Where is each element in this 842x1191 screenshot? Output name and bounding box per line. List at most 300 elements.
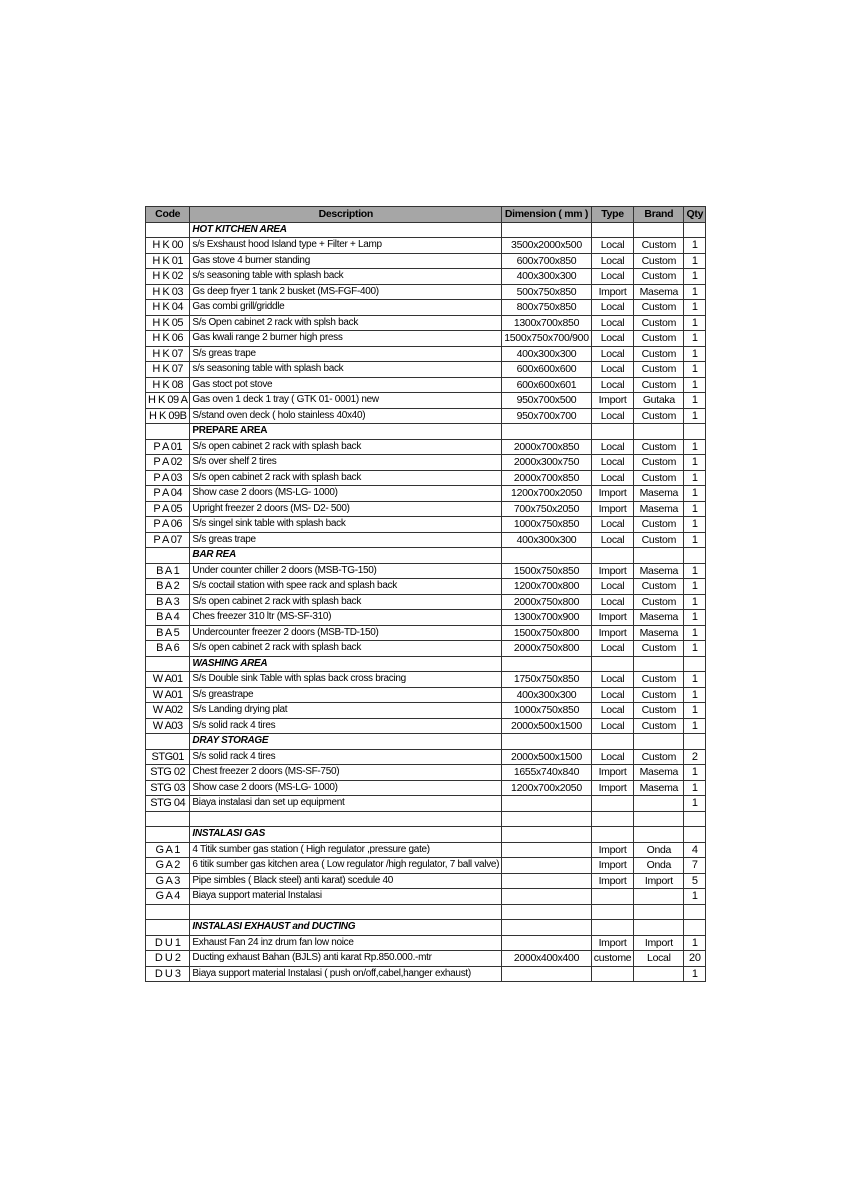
cell-qty: 1: [684, 253, 706, 269]
cell-dimension: 2000x400x400: [502, 951, 592, 967]
cell-brand: Custom: [634, 346, 684, 362]
cell-code: [146, 548, 190, 564]
table-row: [146, 625, 706, 641]
table-row: [146, 393, 706, 409]
cell-brand: Custom: [634, 253, 684, 269]
cell-code: D U 3: [146, 966, 190, 982]
cell-brand: [634, 827, 684, 843]
cell-description: BAR REA: [190, 548, 502, 564]
cell-qty: [684, 811, 706, 827]
cell-description: S/s open cabinet 2 rack with splash back: [190, 470, 502, 486]
cell-brand: [634, 548, 684, 564]
cell-type: Import: [591, 935, 634, 951]
cell-qty: 1: [684, 300, 706, 316]
cell-qty: 1: [684, 346, 706, 362]
table-row: [146, 346, 706, 362]
cell-code: [146, 811, 190, 827]
cell-qty: [684, 424, 706, 440]
cell-description: s/s seasoning table with splash back: [190, 362, 502, 378]
cell-description: Gas stoct pot stove: [190, 377, 502, 393]
cell-dimension: 1500x750x700/900: [502, 331, 592, 347]
cell-type: Local: [591, 718, 634, 734]
cell-dimension: 500x750x850: [502, 284, 592, 300]
cell-dimension: 400x300x300: [502, 532, 592, 548]
cell-brand: [634, 920, 684, 936]
cell-qty: 1: [684, 439, 706, 455]
cell-type: Local: [591, 331, 634, 347]
cell-dimension: 3500x2000x500: [502, 238, 592, 254]
cell-type: [591, 966, 634, 982]
cell-qty: 5: [684, 873, 706, 889]
cell-brand: Custom: [634, 362, 684, 378]
cell-qty: [684, 656, 706, 672]
cell-dimension: 1300x700x900: [502, 610, 592, 626]
cell-description: [190, 904, 502, 920]
cell-code: G A 2: [146, 858, 190, 874]
cell-qty: 1: [684, 966, 706, 982]
cell-description: Gas stove 4 burner standing: [190, 253, 502, 269]
cell-brand: Custom: [634, 269, 684, 285]
cell-brand: Gutaka: [634, 393, 684, 409]
cell-description: S/s Double sink Table with splas back cross bracing: [190, 672, 502, 688]
cell-type: Import: [591, 873, 634, 889]
table-row: [146, 873, 706, 889]
cell-brand: Custom: [634, 687, 684, 703]
table-body: [146, 222, 706, 982]
cell-code: G A 1: [146, 842, 190, 858]
table-row: [146, 532, 706, 548]
cell-type: [591, 811, 634, 827]
header-type: Type: [591, 207, 634, 223]
cell-code: B A 1: [146, 563, 190, 579]
table-row: [146, 300, 706, 316]
table-row: [146, 284, 706, 300]
cell-qty: 1: [684, 563, 706, 579]
header-dimension: Dimension ( mm ): [502, 207, 592, 223]
cell-type: [591, 904, 634, 920]
cell-description: S/s Open cabinet 2 rack with splsh back: [190, 315, 502, 331]
cell-description: S/stand oven deck ( holo stainless 40x40): [190, 408, 502, 424]
cell-code: [146, 222, 190, 238]
cell-description: S/s open cabinet 2 rack with splash back: [190, 641, 502, 657]
cell-description: 6 titik sumber gas kitchen area ( Low regulator /high regulator, 7 ball valve): [190, 858, 502, 874]
cell-code: [146, 656, 190, 672]
cell-description: s/s seasoning table with splash back: [190, 269, 502, 285]
cell-qty: 1: [684, 501, 706, 517]
cell-dimension: [502, 873, 592, 889]
cell-dimension: 1500x750x850: [502, 563, 592, 579]
cell-description: [190, 811, 502, 827]
cell-qty: 1: [684, 780, 706, 796]
cell-qty: 1: [684, 315, 706, 331]
cell-qty: 1: [684, 889, 706, 905]
cell-type: [591, 734, 634, 750]
cell-brand: [634, 222, 684, 238]
cell-code: STG 04: [146, 796, 190, 812]
cell-dimension: [502, 889, 592, 905]
cell-brand: [634, 656, 684, 672]
cell-brand: Custom: [634, 703, 684, 719]
cell-description: PREPARE AREA: [190, 424, 502, 440]
cell-type: custome: [591, 951, 634, 967]
cell-type: [591, 222, 634, 238]
cell-brand: [634, 424, 684, 440]
cell-code: B A 3: [146, 594, 190, 610]
table-row: [146, 594, 706, 610]
cell-code: H K 08: [146, 377, 190, 393]
cell-brand: Custom: [634, 408, 684, 424]
cell-type: Import: [591, 610, 634, 626]
table-row: [146, 269, 706, 285]
cell-type: Local: [591, 315, 634, 331]
cell-qty: 1: [684, 796, 706, 812]
cell-code: B A 5: [146, 625, 190, 641]
cell-brand: Masema: [634, 765, 684, 781]
cell-type: Import: [591, 501, 634, 517]
cell-description: Show case 2 doors (MS-LG- 1000): [190, 486, 502, 502]
cell-dimension: [502, 424, 592, 440]
cell-code: [146, 827, 190, 843]
cell-description: S/s greas trape: [190, 532, 502, 548]
cell-qty: 1: [684, 594, 706, 610]
cell-dimension: [502, 935, 592, 951]
cell-dimension: 600x600x600: [502, 362, 592, 378]
cell-qty: 1: [684, 672, 706, 688]
cell-type: Local: [591, 346, 634, 362]
cell-type: Import: [591, 393, 634, 409]
cell-description: HOT KITCHEN AREA: [190, 222, 502, 238]
cell-brand: Custom: [634, 594, 684, 610]
cell-code: STG 02: [146, 765, 190, 781]
cell-type: [591, 796, 634, 812]
cell-qty: 2: [684, 749, 706, 765]
table-row: [146, 889, 706, 905]
table-row: [146, 501, 706, 517]
cell-code: H K 03: [146, 284, 190, 300]
cell-code: B A 2: [146, 579, 190, 595]
cell-dimension: 950x700x700: [502, 408, 592, 424]
cell-brand: Custom: [634, 470, 684, 486]
table-row: [146, 858, 706, 874]
cell-code: P A 04: [146, 486, 190, 502]
cell-dimension: 800x750x850: [502, 300, 592, 316]
cell-type: Import: [591, 765, 634, 781]
header-description: Description: [190, 207, 502, 223]
cell-type: Local: [591, 517, 634, 533]
cell-description: Ches freezer 310 ltr (MS-SF-310): [190, 610, 502, 626]
cell-dimension: 2000x500x1500: [502, 718, 592, 734]
cell-code: W A02: [146, 703, 190, 719]
cell-description: S/s greas trape: [190, 346, 502, 362]
table-row: [146, 842, 706, 858]
cell-brand: Masema: [634, 780, 684, 796]
cell-type: [591, 889, 634, 905]
table-row: [146, 439, 706, 455]
table-row: [146, 703, 706, 719]
cell-dimension: 1200x700x800: [502, 579, 592, 595]
cell-description: Upright freezer 2 doors (MS- D2- 500): [190, 501, 502, 517]
cell-code: H K 00: [146, 238, 190, 254]
cell-brand: Masema: [634, 625, 684, 641]
cell-code: B A 4: [146, 610, 190, 626]
cell-description: S/s coctail station with spee rack and splash back: [190, 579, 502, 595]
cell-qty: 1: [684, 532, 706, 548]
cell-dimension: 2000x300x750: [502, 455, 592, 471]
section-header-row: [146, 827, 706, 843]
cell-brand: Masema: [634, 563, 684, 579]
table-row: [146, 377, 706, 393]
cell-code: H K 09B: [146, 408, 190, 424]
cell-code: H K 04: [146, 300, 190, 316]
cell-description: Chest freezer 2 doors (MS-SF-750): [190, 765, 502, 781]
cell-brand: Custom: [634, 455, 684, 471]
cell-code: H K 05: [146, 315, 190, 331]
cell-type: Import: [591, 486, 634, 502]
cell-brand: Local: [634, 951, 684, 967]
cell-type: [591, 827, 634, 843]
cell-description: Pipe simbles ( Black steel) anti karat) scedule 40: [190, 873, 502, 889]
cell-brand: Custom: [634, 718, 684, 734]
table-row: [146, 610, 706, 626]
cell-code: [146, 424, 190, 440]
section-header-row: [146, 734, 706, 750]
cell-dimension: 600x600x601: [502, 377, 592, 393]
cell-qty: 1: [684, 610, 706, 626]
cell-type: Local: [591, 377, 634, 393]
blank-row: [146, 904, 706, 920]
cell-description: s/s Exshaust hood Island type + Filter + Lamp: [190, 238, 502, 254]
cell-description: S/s greastrape: [190, 687, 502, 703]
cell-type: Local: [591, 594, 634, 610]
cell-type: Import: [591, 284, 634, 300]
cell-description: S/s solid rack 4 tires: [190, 749, 502, 765]
cell-code: G A 4: [146, 889, 190, 905]
cell-type: Local: [591, 532, 634, 548]
table-row: [146, 455, 706, 471]
cell-qty: 1: [684, 269, 706, 285]
cell-description: S/s Landing drying plat: [190, 703, 502, 719]
cell-brand: Custom: [634, 300, 684, 316]
blank-row: [146, 811, 706, 827]
cell-qty: 1: [684, 935, 706, 951]
cell-code: D U 1: [146, 935, 190, 951]
cell-description: Under counter chiller 2 doors (MSB-TG-150): [190, 563, 502, 579]
cell-brand: Onda: [634, 858, 684, 874]
cell-description: S/s over shelf 2 tires: [190, 455, 502, 471]
cell-brand: Custom: [634, 532, 684, 548]
cell-qty: 1: [684, 455, 706, 471]
cell-type: Local: [591, 269, 634, 285]
cell-dimension: 700x750x2050: [502, 501, 592, 517]
table-header-row: [146, 207, 706, 223]
cell-dimension: 1500x750x800: [502, 625, 592, 641]
cell-qty: 1: [684, 687, 706, 703]
cell-type: Local: [591, 470, 634, 486]
table-row: [146, 951, 706, 967]
cell-description: Gas combi grill/griddle: [190, 300, 502, 316]
section-header-row: [146, 222, 706, 238]
cell-type: Local: [591, 455, 634, 471]
cell-code: W A01: [146, 672, 190, 688]
cell-dimension: 1300x700x850: [502, 315, 592, 331]
cell-dimension: 2000x700x850: [502, 470, 592, 486]
cell-dimension: 2000x500x1500: [502, 749, 592, 765]
cell-description: Show case 2 doors (MS-LG- 1000): [190, 780, 502, 796]
cell-code: H K 06: [146, 331, 190, 347]
cell-qty: 1: [684, 641, 706, 657]
cell-code: P A 03: [146, 470, 190, 486]
cell-description: Gas kwali range 2 burner high press: [190, 331, 502, 347]
cell-code: W A03: [146, 718, 190, 734]
cell-brand: [634, 811, 684, 827]
cell-code: B A 6: [146, 641, 190, 657]
section-header-row: [146, 920, 706, 936]
cell-brand: [634, 904, 684, 920]
cell-qty: 1: [684, 765, 706, 781]
cell-qty: [684, 904, 706, 920]
cell-brand: Custom: [634, 672, 684, 688]
cell-dimension: 1200x700x2050: [502, 780, 592, 796]
cell-code: H K 01: [146, 253, 190, 269]
table-row: [146, 408, 706, 424]
cell-brand: Custom: [634, 331, 684, 347]
cell-qty: 1: [684, 486, 706, 502]
cell-brand: Custom: [634, 517, 684, 533]
cell-code: D U 2: [146, 951, 190, 967]
cell-brand: [634, 796, 684, 812]
equipment-table: [145, 206, 706, 982]
cell-dimension: 950x700x500: [502, 393, 592, 409]
cell-brand: [634, 966, 684, 982]
cell-dimension: 2000x700x850: [502, 439, 592, 455]
cell-type: Local: [591, 672, 634, 688]
cell-brand: Masema: [634, 486, 684, 502]
cell-code: W A01: [146, 687, 190, 703]
cell-type: [591, 656, 634, 672]
cell-dimension: [502, 734, 592, 750]
cell-brand: Custom: [634, 439, 684, 455]
cell-dimension: [502, 904, 592, 920]
cell-code: H K 07: [146, 346, 190, 362]
cell-dimension: [502, 811, 592, 827]
cell-type: Local: [591, 439, 634, 455]
cell-qty: 1: [684, 362, 706, 378]
table-row: [146, 362, 706, 378]
table-row: [146, 253, 706, 269]
cell-qty: [684, 920, 706, 936]
cell-code: H K 09 A: [146, 393, 190, 409]
cell-code: STG01: [146, 749, 190, 765]
cell-type: [591, 920, 634, 936]
cell-brand: Custom: [634, 315, 684, 331]
cell-type: Local: [591, 579, 634, 595]
cell-code: P A 01: [146, 439, 190, 455]
cell-type: Import: [591, 563, 634, 579]
cell-qty: 1: [684, 718, 706, 734]
cell-dimension: 1750x750x850: [502, 672, 592, 688]
cell-dimension: 2000x750x800: [502, 641, 592, 657]
cell-brand: Masema: [634, 501, 684, 517]
cell-qty: [684, 734, 706, 750]
cell-code: P A 06: [146, 517, 190, 533]
cell-qty: 1: [684, 377, 706, 393]
cell-dimension: [502, 966, 592, 982]
cell-type: Local: [591, 253, 634, 269]
cell-dimension: 1000x750x850: [502, 703, 592, 719]
cell-type: Local: [591, 408, 634, 424]
cell-description: S/s open cabinet 2 rack with splash back: [190, 439, 502, 455]
cell-dimension: [502, 920, 592, 936]
cell-dimension: 400x300x300: [502, 687, 592, 703]
cell-type: Import: [591, 780, 634, 796]
table-row: [146, 966, 706, 982]
cell-qty: [684, 222, 706, 238]
table-row: [146, 517, 706, 533]
cell-description: S/s open cabinet 2 rack with splash back: [190, 594, 502, 610]
header-brand: Brand: [634, 207, 684, 223]
cell-type: Import: [591, 625, 634, 641]
cell-description: Gs deep fryer 1 tank 2 busket (MS-FGF-400): [190, 284, 502, 300]
cell-code: STG 03: [146, 780, 190, 796]
cell-dimension: [502, 842, 592, 858]
cell-type: [591, 424, 634, 440]
cell-type: Local: [591, 687, 634, 703]
cell-brand: [634, 889, 684, 905]
cell-dimension: [502, 827, 592, 843]
cell-qty: 1: [684, 408, 706, 424]
cell-description: Biaya support material Instalasi ( push on/off,cabel,hanger exhaust): [190, 966, 502, 982]
table-row: [146, 315, 706, 331]
cell-dimension: 1200x700x2050: [502, 486, 592, 502]
cell-dimension: 1000x750x850: [502, 517, 592, 533]
cell-description: WASHING AREA: [190, 656, 502, 672]
cell-qty: 1: [684, 579, 706, 595]
table-row: [146, 796, 706, 812]
cell-type: Local: [591, 362, 634, 378]
table-row: [146, 780, 706, 796]
cell-type: Local: [591, 749, 634, 765]
cell-description: Exhaust Fan 24 inz drum fan low noice: [190, 935, 502, 951]
cell-description: Biaya instalasi dan set up equipment: [190, 796, 502, 812]
cell-brand: Custom: [634, 377, 684, 393]
header-qty: Qty: [684, 207, 706, 223]
table-row: [146, 331, 706, 347]
cell-brand: Custom: [634, 641, 684, 657]
table-row: [146, 749, 706, 765]
cell-qty: 7: [684, 858, 706, 874]
table-row: [146, 641, 706, 657]
cell-code: [146, 734, 190, 750]
section-header-row: [146, 424, 706, 440]
cell-code: [146, 920, 190, 936]
cell-type: [591, 548, 634, 564]
cell-description: Undercounter freezer 2 doors (MSB-TD-150): [190, 625, 502, 641]
cell-dimension: [502, 858, 592, 874]
table-row: [146, 238, 706, 254]
cell-type: Local: [591, 703, 634, 719]
cell-code: H K 02: [146, 269, 190, 285]
cell-dimension: 2000x750x800: [502, 594, 592, 610]
cell-dimension: 400x300x300: [502, 346, 592, 362]
cell-description: S/s solid rack 4 tires: [190, 718, 502, 734]
table-row: [146, 579, 706, 595]
cell-type: Import: [591, 858, 634, 874]
table-row: [146, 563, 706, 579]
cell-brand: Custom: [634, 749, 684, 765]
cell-description: INSTALASI EXHAUST and DUCTING: [190, 920, 502, 936]
cell-type: Local: [591, 641, 634, 657]
cell-dimension: [502, 548, 592, 564]
